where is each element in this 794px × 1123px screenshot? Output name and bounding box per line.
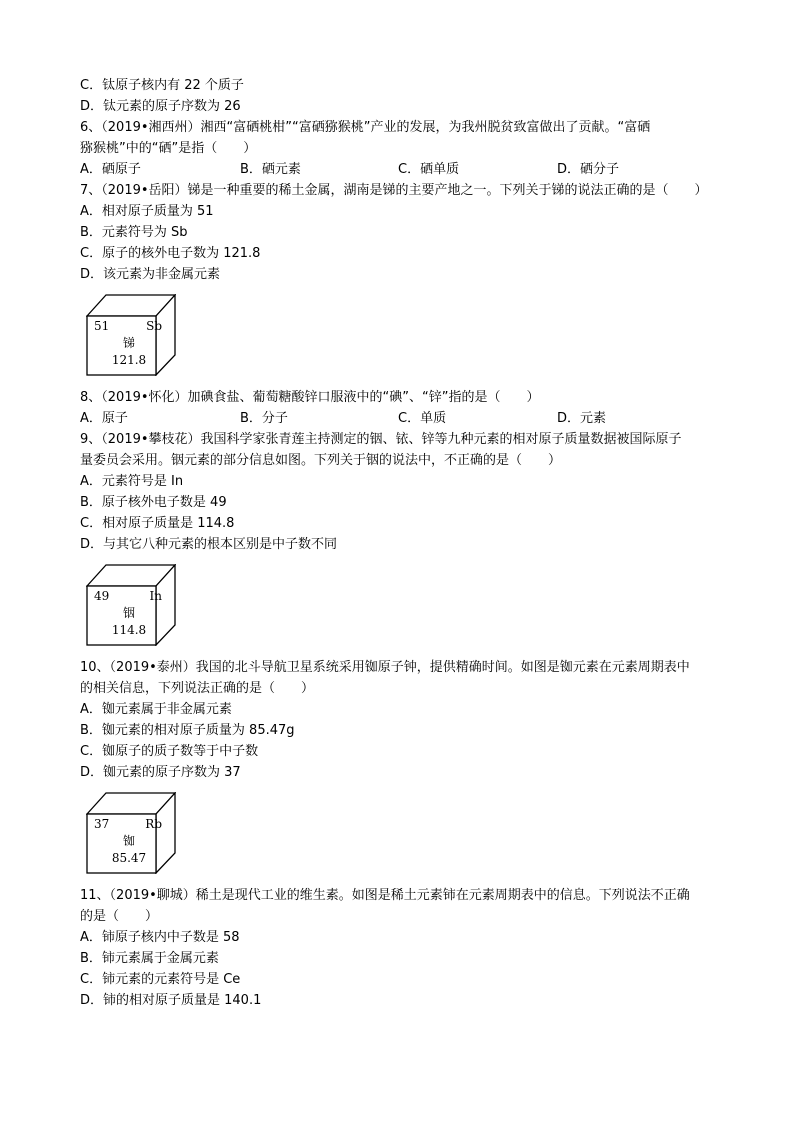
q8-option-d: D．元素 <box>557 411 607 426</box>
q8-option-b: B．分子 <box>240 411 288 426</box>
q10-stem-2: 的相关信息，下列说法正确的是（ ） <box>80 681 315 696</box>
q10-option-c: C．铷原子的质子数等于中子数 <box>80 744 259 759</box>
q5-option-d: D．钛元素的原子序数为 26 <box>80 99 241 114</box>
q6-option-d: D．硒分子 <box>557 162 620 177</box>
q9-stem-1: 9、（2019•攀枝花）我国科学家张青莲主持测定的铟、铱、锌等九种元素的相对原子质量数据被国际原子 <box>80 432 682 447</box>
element-symbol: In <box>149 589 162 603</box>
q7-option-a: A．相对原子质量为 51 <box>80 204 214 219</box>
q9-stem-2: 量委员会采用。铟元素的部分信息如图。下列关于铟的说法中，不正确的是（ ） <box>80 453 562 468</box>
q9-option-b: B．原子核外电子数是 49 <box>80 495 227 510</box>
q11-option-b: B．铈元素属于金属元素 <box>80 951 219 966</box>
q6-option-b: B．硒元素 <box>240 162 301 177</box>
atomic-mass: 121.8 <box>111 353 147 367</box>
q9-option-d: D．与其它八种元素的根本区别是中子数不同 <box>80 537 338 552</box>
q5-option-c: C．钛原子核内有 22 个质子 <box>80 78 244 93</box>
element-symbol: Rb <box>145 817 162 831</box>
atomic-mass: 85.47 <box>111 851 147 865</box>
atomic-number: 37 <box>94 817 110 831</box>
element-name: 铟 <box>122 606 135 620</box>
element-name: 铷 <box>122 834 135 848</box>
q6-option-a: A．硒原子 <box>80 162 141 177</box>
q9-option-a: A．元素符号是 In <box>80 474 184 489</box>
q11-stem-1: 11、（2019•聊城）稀土是现代工业的维生素。如图是稀土元素铈在元素周期表中的信息。下列说法不正确 <box>80 888 690 903</box>
atomic-number: 51 <box>94 319 110 333</box>
q10-option-d: D．铷元素的原子序数为 37 <box>80 765 241 780</box>
q10-option-b: B．铷元素的相对原子质量为 85.47g <box>80 723 295 738</box>
q6-option-c: C．硒单质 <box>398 162 460 177</box>
q11-option-c: C．铈元素的元素符号是 Ce <box>80 972 241 987</box>
q7-option-b: B．元素符号为 Sb <box>80 225 188 240</box>
q10-stem-1: 10、（2019•泰州）我国的北斗导航卫星系统采用铷原子钟，提供精确时间。如图是铷元素在元素周期表中 <box>80 660 690 675</box>
atomic-number: 49 <box>94 589 110 603</box>
q7-option-d: D．该元素为非金属元素 <box>80 267 221 282</box>
q8-stem: 8、（2019•怀化）加碘食盐、葡萄糖酸锌口服液中的“碘”、“锌”指的是（ ） <box>80 390 540 405</box>
q7-stem: 7、（2019•岳阳）锑是一种重要的稀土金属，湖南是锑的主要产地之一。下列关于锑的说法正确的是（ ） <box>80 183 708 198</box>
element-name: 锑 <box>122 336 135 350</box>
q6-stem-2: 猕猴桃”中的“硒”是指（ ） <box>80 141 257 156</box>
atomic-mass: 114.8 <box>111 623 147 637</box>
element-cube-sb <box>86 294 176 376</box>
q11-option-d: D．铈的相对原子质量是 140.1 <box>80 993 262 1008</box>
q9-option-c: C．相对原子质量是 114.8 <box>80 516 235 531</box>
q6-stem-1: 6、（2019•湘西州）湘西“富硒桃柑”“富硒猕猴桃”产业的发展，为我州脱贫致富做出了贡献。“富硒 <box>80 120 651 135</box>
q11-option-a: A．铈原子核内中子数是 58 <box>80 930 240 945</box>
q11-stem-2: 的是（ ） <box>80 909 159 924</box>
element-cube-rb <box>86 792 176 874</box>
q8-option-a: A．原子 <box>80 411 128 426</box>
q10-option-a: A．铷元素属于非金属元素 <box>80 702 232 717</box>
q7-option-c: C．原子的核外电子数为 121.8 <box>80 246 261 261</box>
element-cube-in <box>86 564 176 646</box>
element-symbol: Sb <box>146 319 162 333</box>
q8-option-c: C．单质 <box>398 411 447 426</box>
